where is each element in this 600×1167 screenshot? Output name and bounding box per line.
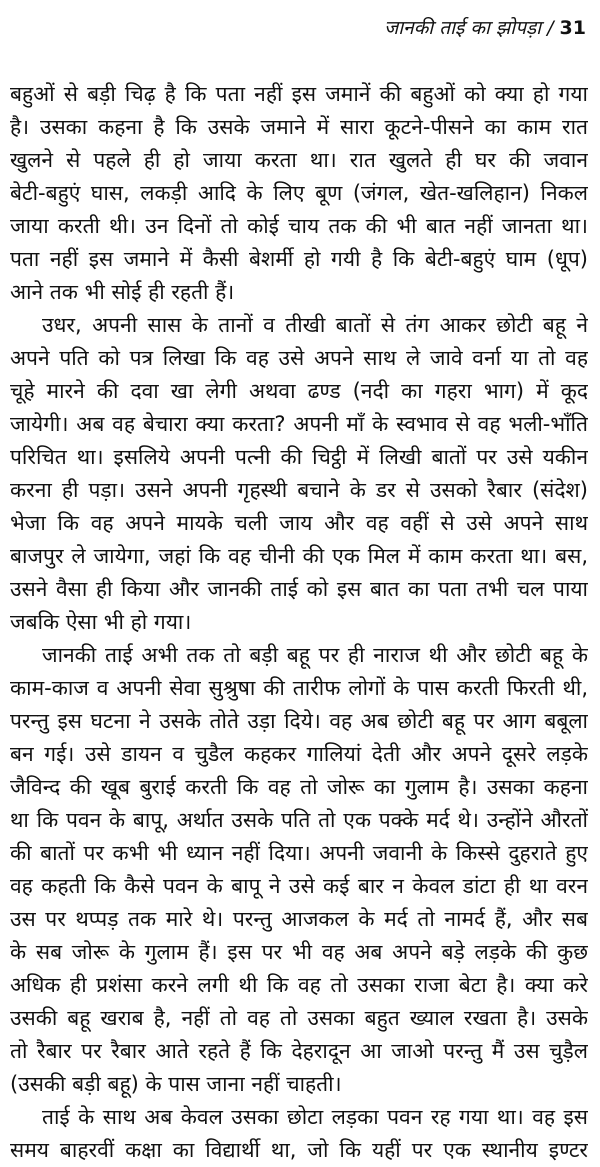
text-line: उसकी बहू खराब है, नहीं तो वह तो उसका बहुत ख्याल रखता है। उसके xyxy=(10,1006,588,1030)
text-line: जबकि ऐसा भी हो गया। xyxy=(10,610,192,634)
text-line: (उसकी बड़ी बहू) के पास जाना नहीं चाहती। xyxy=(10,1072,342,1096)
text-line: करना ही पड़ा। उसने अपनी गृहस्थी बचाने के डर से उसको रैबार (संदेश) xyxy=(10,478,588,502)
text-line: चूहे मारने की दवा खा लेगी अथवा ढण्ड (नदी का गहरा भाग) में कूद xyxy=(10,379,588,403)
text-line: उसने वैसा ही किया और जानकी ताई को इस बात का पता तभी चल पाया xyxy=(10,577,588,601)
text-line: बहुओं से बड़ी चिढ़ है कि पता नहीं इस जमानें की बहुओं को क्या हो गया xyxy=(10,82,588,106)
text-line: के सब जोरू के गुलाम हैं। इस पर भी वह अब अपने बड़े लड़के की कुछ xyxy=(10,940,588,964)
text-line: पता नहीं इस जमाने में कैसी बेशर्मी हो गयी है कि बेटी-बहुएं घाम (धूप) xyxy=(10,247,588,271)
page-body-text xyxy=(10,78,588,1167)
text-line: था कि पवन के बापू, अर्थात उसके पति तो एक पक्के मर्द थे। उन्होंने औरतों xyxy=(10,808,588,832)
text-line: परन्तु इस घटना ने उसके तोते उड़ा दिये। वह अब छोटी बहू पर आग बबूला xyxy=(10,709,588,733)
text-line: उधर, अपनी सास के तानों व तीखी बातों से तंग आकर छोटी बहू ने xyxy=(42,313,588,337)
text-line: उस पर थप्पड़ तक मारे थे। परन्तु आजकल के मर्द तो नामर्द हैं, और सब xyxy=(10,907,588,931)
text-line: बन गई। उसे डायन व चुडैल कहकर गालियां देती और अपने दूसरे लड़के xyxy=(10,742,588,766)
text-line: भेजा कि वह अपने मायके चली जाय और वह वहीं से उसे अपने साथ xyxy=(10,511,588,535)
text-line: परिचित था। इसलिये अपनी पत्नी की चिट्ठी में लिखी बातों पर उसे यकीन xyxy=(10,445,588,469)
text-line: अधिक ही प्रशंसा करने लगी थी कि वह तो उसका राजा बेटा है। क्या करे xyxy=(10,973,588,997)
text-line: जाया करती थी। उन दिनों तो कोई चाय तक की भी बात नहीं जानता था। xyxy=(10,214,588,238)
text-line: की बातों पर कभी भी ध्यान नहीं दिया। अपनी जवानी के किस्से दुहराते हुए xyxy=(10,841,588,865)
text-line: जायेगी। अब वह बेचारा क्या करता? अपनी माँ के स्वभाव से वह भली-भाँति xyxy=(10,412,588,436)
text-line: ताई के साथ अब केवल उसका छोटा लड़का पवन रह गया था। वह इस xyxy=(42,1105,588,1129)
text-line: बेटी-बहुएं घास, लकड़ी आदि के लिए बूण (जंगल, खेत-खलिहान) निकल xyxy=(10,181,588,205)
text-line: खुलने से पहले ही हो जाया करता था। रात खुलते ही घर की जवान xyxy=(10,148,588,172)
text-line: आने तक भी सोई ही रहती हैं। xyxy=(10,280,235,304)
text-line: समय बाहरवीं कक्षा का विद्यार्थी था, जो कि यहीं पर एक स्थानीय इण्टर xyxy=(10,1138,588,1162)
text-line: तो रैबार पर रैबार आते रहते हैं कि देहरादून आ जाओ परन्तु मैं उस चुड़ैल xyxy=(10,1039,588,1063)
text-line: बाजपुर ले जायेगा, जहां कि वह चीनी की एक मिल में काम करता था। बस, xyxy=(10,544,588,568)
text-line: अपने पति को पत्र लिखा कि वह उसे अपने साथ ले जावे वर्ना या तो वह xyxy=(10,346,588,370)
text-line: वह कहती कि कैसे पवन के बापू ने उसे कई बार न केवल डांटा ही था वरन xyxy=(10,874,588,898)
text-line: काम-काज व अपनी सेवा सुश्रुषा की तारीफ लोगों के पास करती फिरती थी, xyxy=(10,676,588,700)
text-line: जानकी ताई अभी तक तो बड़ी बहू पर ही नाराज थी और छोटी बहू के xyxy=(42,643,588,667)
page-number: 31 xyxy=(559,17,586,39)
running-header xyxy=(384,14,586,40)
text-line: है। उसका कहना है कि उसके जमाने में सारा कूटने-पीसने का काम रात xyxy=(10,115,588,139)
header-title: जानकी ताई का झोपड़ा / xyxy=(384,17,554,39)
text-line: जैविन्द की खूब बुराई करती कि वह तो जोरू का गुलाम है। उसका कहना xyxy=(10,775,588,799)
